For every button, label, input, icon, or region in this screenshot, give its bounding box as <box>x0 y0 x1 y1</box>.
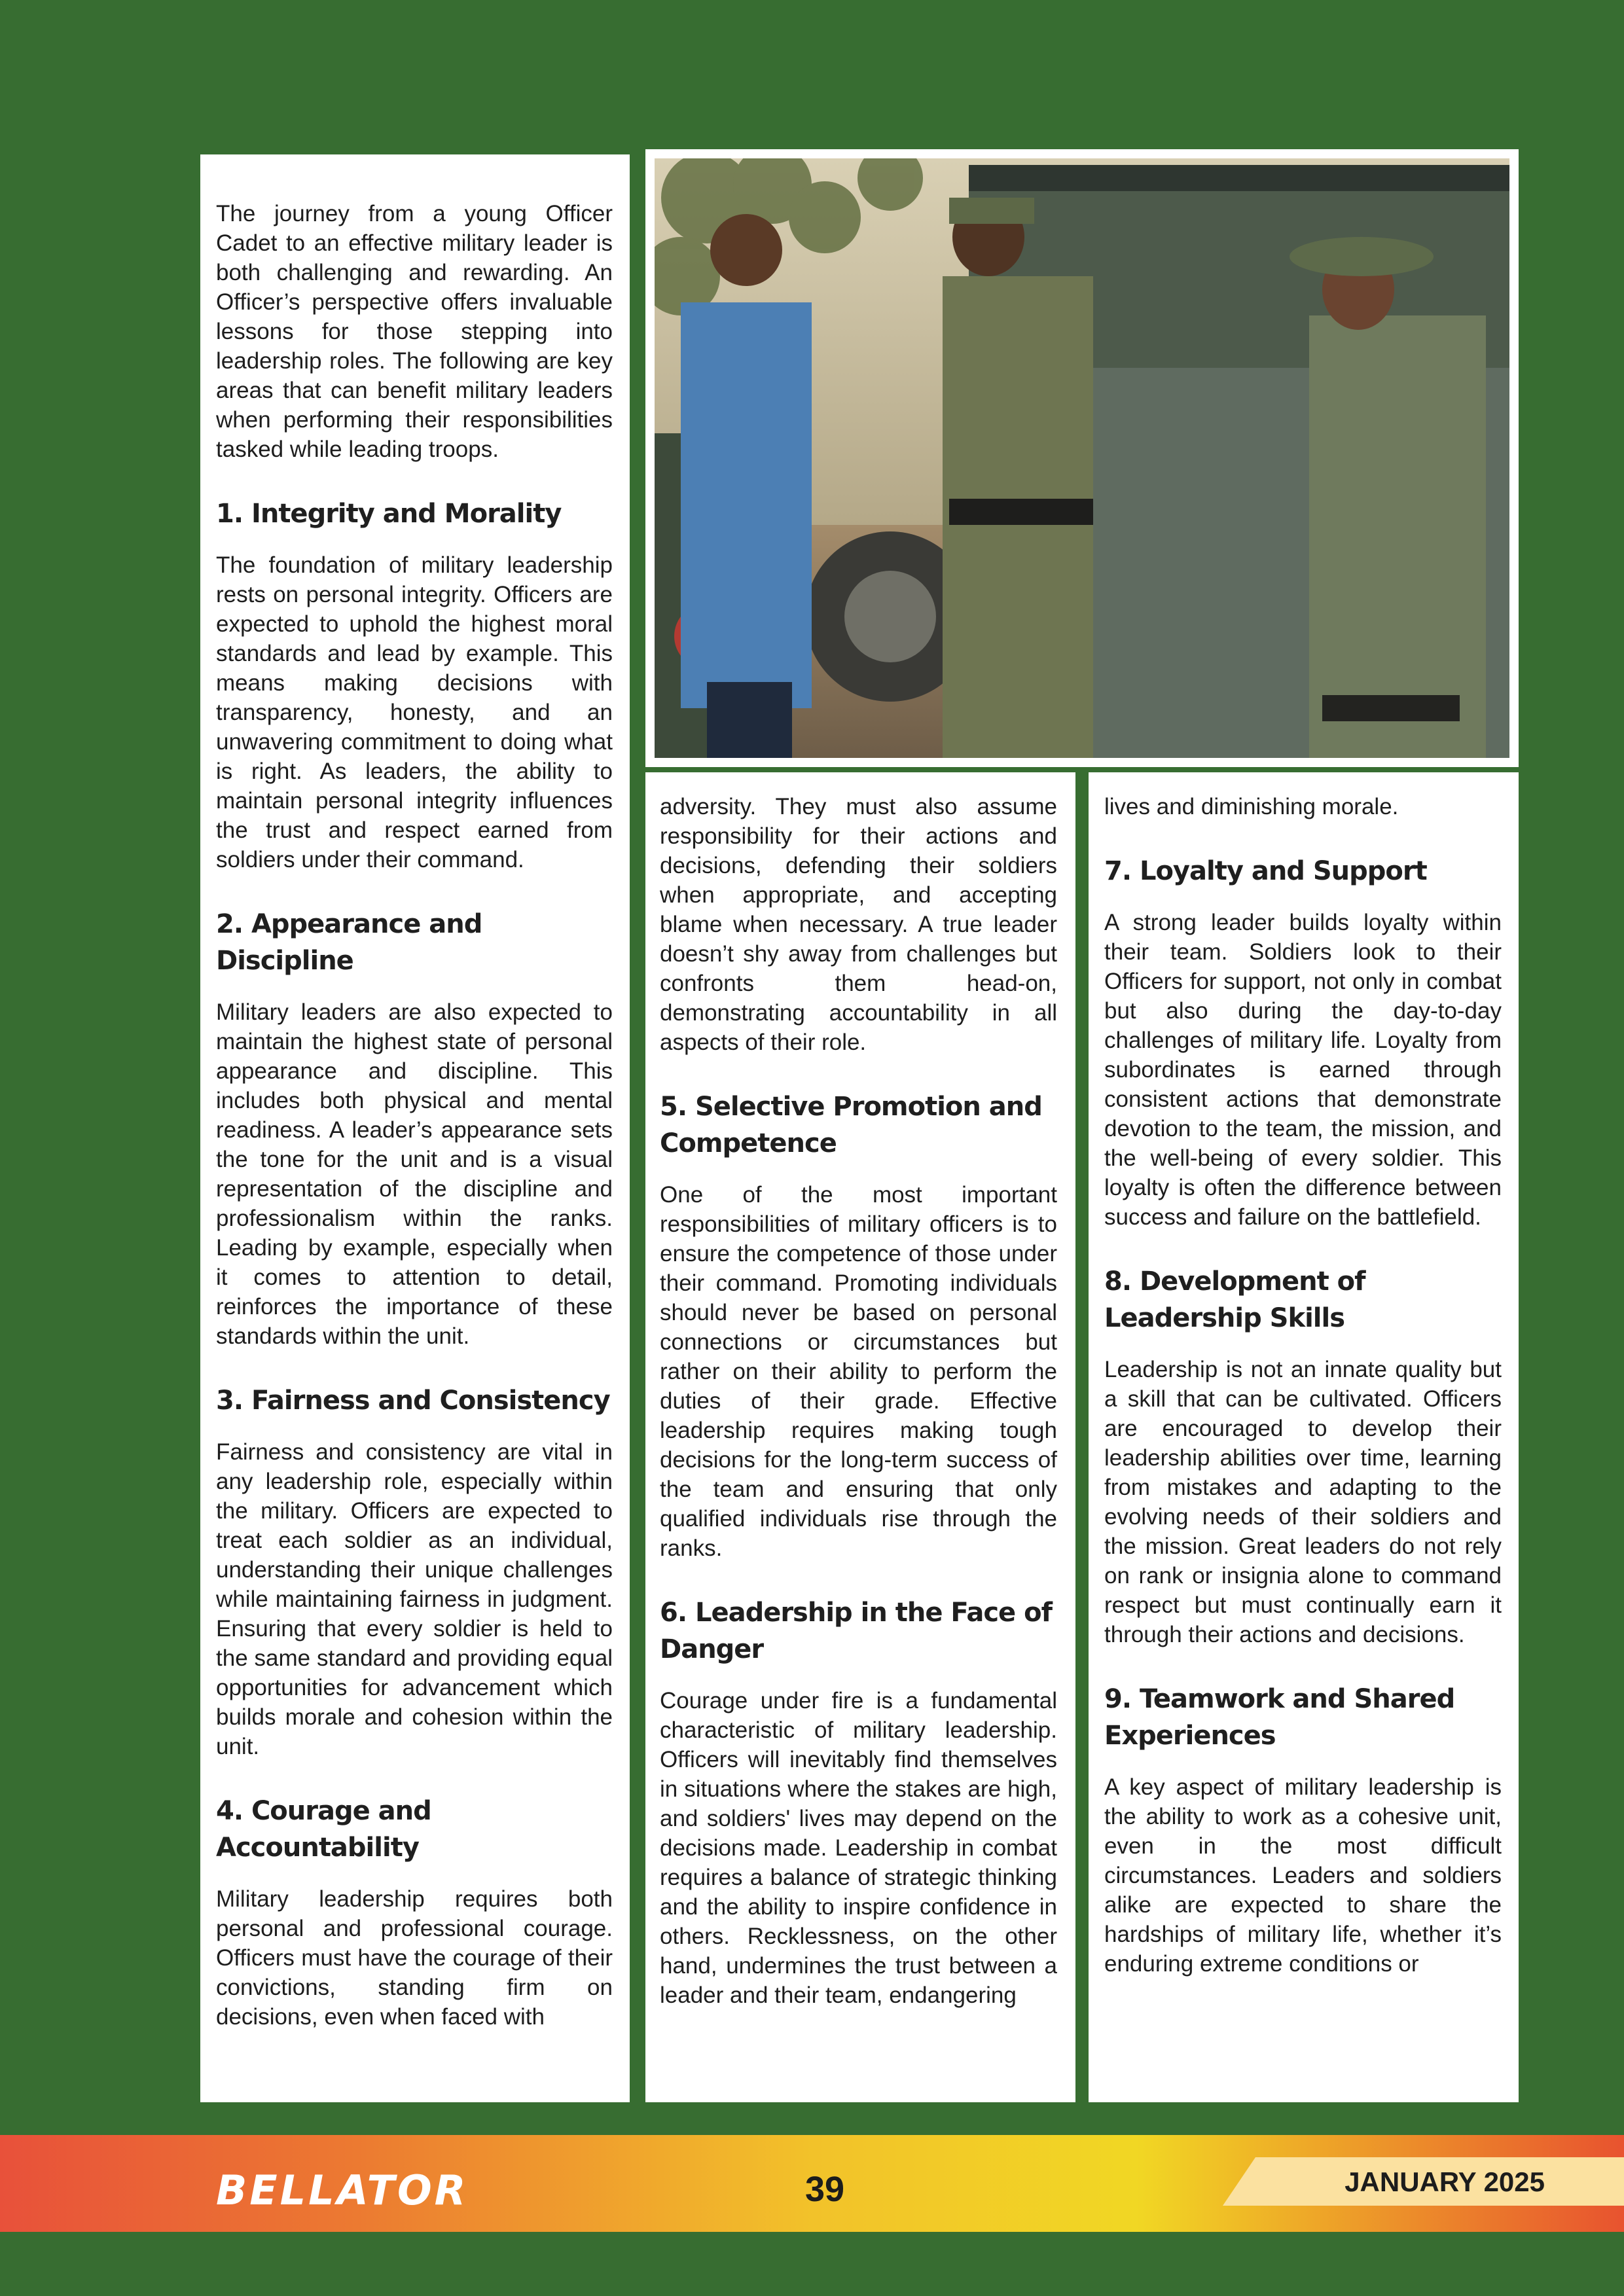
section-heading-courage: 4. Courage and Accountability <box>216 1796 431 1863</box>
magazine-brand-logo: BELLATOR <box>216 2166 469 2214</box>
section-body-loyalty: A strong leader builds loyalty within their team. Soldiers look to their Officers for support, not only in combat but also during the day-to-day challenges of military life. Loyalty from subordinates is earned through consistent actions that demonstrate devotion to the team, the mission, and the well-being of every soldier. This loyalty is often the difference between success and failure on the battlefield. <box>1104 910 1502 1230</box>
officers-photo <box>655 158 1509 758</box>
issue-date: JANUARY 2025 <box>1344 2166 1545 2197</box>
section-heading-promotion: 5. Selective Promotion and Competence <box>660 1092 1042 1158</box>
section-body-fairness: Fairness and consistency are vital in any leadership role, especially within the military. Officers are expected to treat each soldier as an individual, understanding their unique challenges while maintaining fairness in judgment. Ensuring that every soldier is held to the same standard and providing equal opportunities for advancement which builds morale and cohesion within the unit. <box>216 1439 613 1759</box>
section-body-danger-part2: lives and diminishing morale. <box>1104 794 1399 819</box>
section-heading-appearance: 2. Appearance and Discipline <box>216 909 482 976</box>
section-heading-teamwork: 9. Teamwork and Shared Experiences <box>1104 1684 1455 1751</box>
section-heading-integrity: 1. Integrity and Morality <box>216 499 562 529</box>
article-column-left <box>200 154 630 2102</box>
article-photo-frame <box>645 149 1519 767</box>
section-body-appearance: Military leaders are also expected to maintain the highest state of personal appearance and discipline. This includes both physical and mental readiness. A leader’s appearance sets the tone for the unit and is a visual representation of the discipline and professionalism within the ranks. Leading by example, especially when it comes to attention to detail, reinforces the importance of these standards within the unit. <box>216 999 613 1349</box>
column-divider <box>1075 772 1089 2102</box>
section-body-courage-part1: Military leadership requires both personal and professional courage. Officers must have the courage of their convictions, standing firm on decisions, even when faced with <box>216 1886 613 2030</box>
section-body-promotion: One of the most important responsibilities of military officers is to ensure the competence of those under their command. Promoting individuals should never be based on personal connections or circumstances but rather on their ability to perform the duties of their grade. Effective leadership requires making tough decisions for the long-term success of the team and ensuring that only qualified individuals rise through the ranks. <box>660 1182 1057 1561</box>
section-heading-fairness: 3. Fairness and Consistency <box>216 1386 610 1416</box>
section-heading-loyalty: 7. Loyalty and Support <box>1104 856 1427 886</box>
page-number: 39 <box>804 2170 845 2209</box>
section-body-development: Leadership is not an innate quality but a skill that can be cultivated. Officers are encouraged to develop their leadership abilities over time, learning from mistakes and adapting to the evolving needs of their soldiers and the mission. Great leaders do not rely on rank or insignia alone to command respect but must continually earn it through their actions and decisions. <box>1104 1357 1502 1647</box>
section-heading-danger: 6. Leadership in the Face of Danger <box>660 1598 1052 1664</box>
section-body-courage-part2: adversity. They must also assume responsibility for their actions and decisions, defending their soldiers when appropriate, and accepting blame when necessary. A true leader doesn’t shy away from challenges but confronts them head-on, demonstrating accountability in all aspects of their role. <box>660 794 1057 1055</box>
intro-paragraph: The journey from a young Officer Cadet to an effective military leader is both challenging and rewarding. An Officer’s perspective offers invaluable lessons for those stepping into leadership roles. The following are key areas that can benefit military leaders when performing their responsibilities tasked while leading troops. <box>216 201 613 462</box>
section-heading-development: 8. Development of Leadership Skills <box>1104 1266 1365 1333</box>
section-body-teamwork: A key aspect of military leadership is the ability to work as a cohesive unit, even in the most difficult circumstances. Leaders and soldiers alike are expected to share the hardships of military life, whether it’s enduring extreme conditions or <box>1104 1774 1502 1977</box>
section-body-integrity: The foundation of military leadership rests on personal integrity. Officers are expected to uphold the highest moral standards and lead by example. This means making decisions with transparency, honesty, and an unwavering commitment to doing what is right. As leaders, the ability to maintain personal integrity influences the trust and respect earned from soldiers under their command. <box>216 552 613 872</box>
section-body-danger-part1: Courage under fire is a fundamental characteristic of military leadership. Officers will inevitably find themselves in situations where the stakes are high, and soldiers' lives may depend on the decisions made. Leadership in combat requires a balance of strategic thinking and the ability to inspire confidence in others. Recklessness, on the other hand, undermines the trust between a leader and their team, endangering <box>660 1688 1057 2008</box>
article-column-middle <box>645 772 1075 2102</box>
article-column-right <box>1089 772 1519 2102</box>
